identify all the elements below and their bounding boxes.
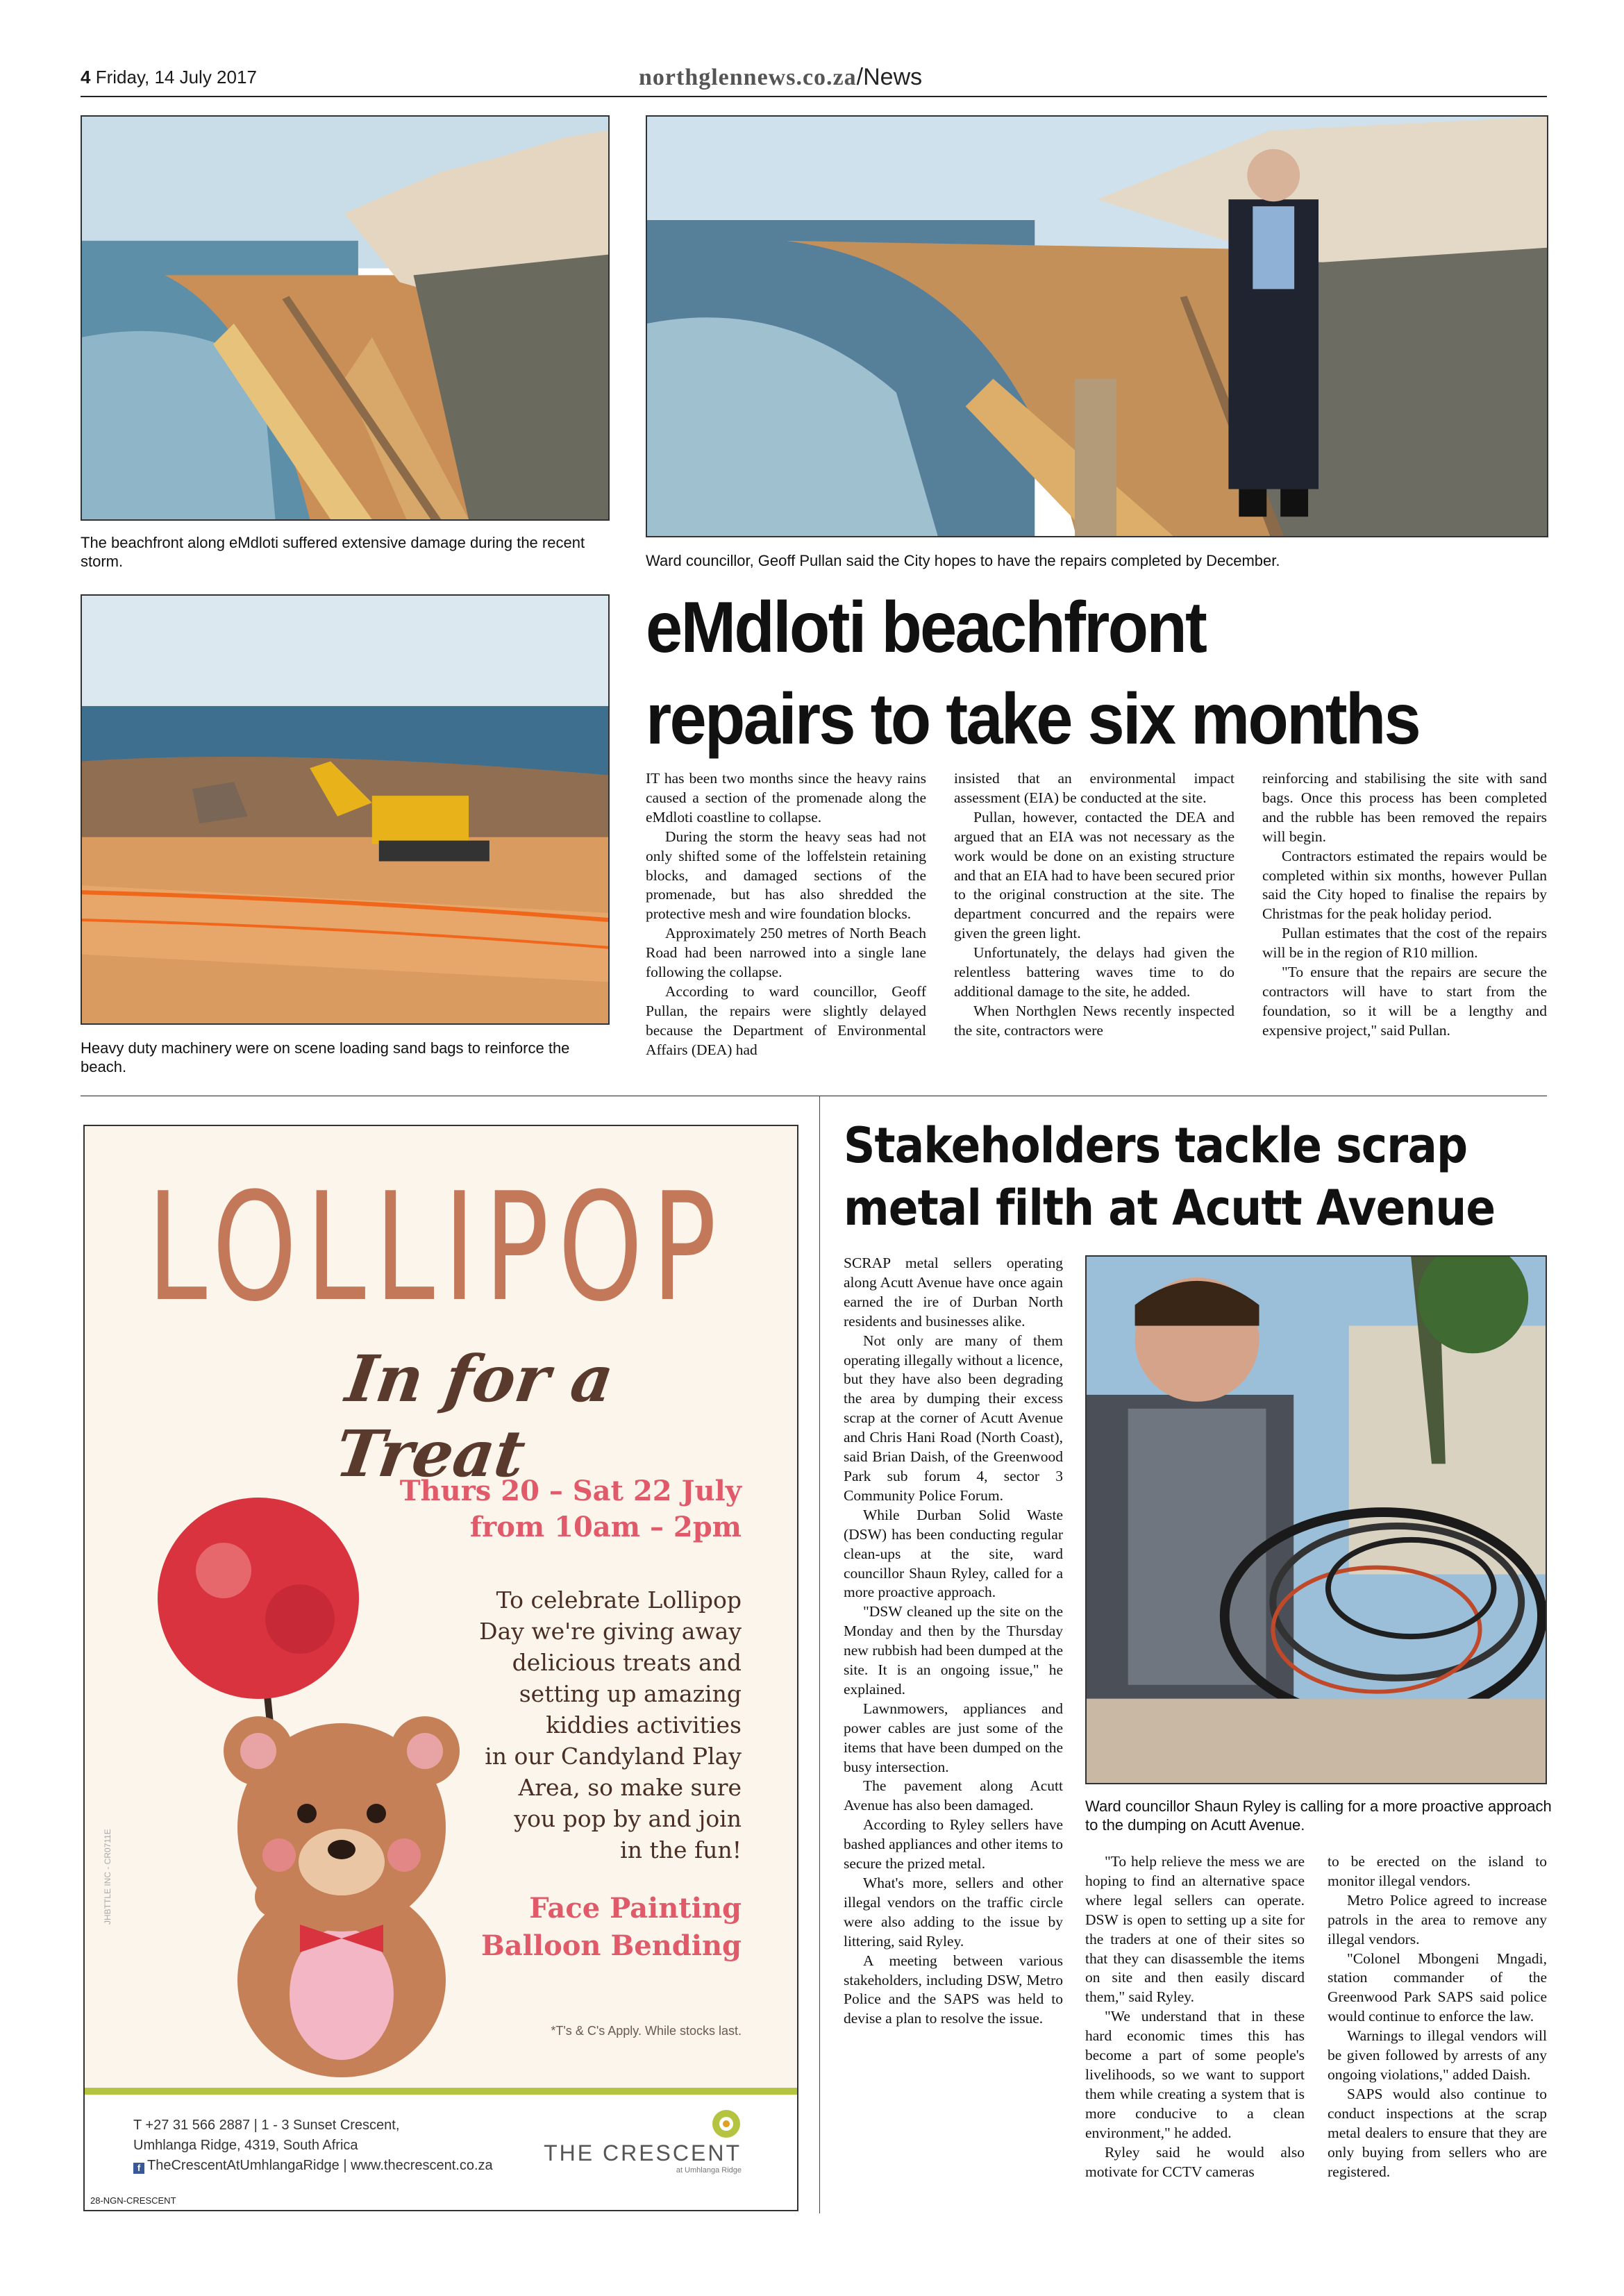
article2-paragraph: "Colonel Mbongeni Mngadi, station commander of the Greenwood Park SAPS said police would continue to enforce the law.: [1328, 1950, 1547, 2025]
ad-body-line: you pop by and join: [514, 1805, 742, 1832]
ad-side-code: JHBTTLE INC - CR0711E: [103, 1829, 112, 1925]
article1-paragraph: According to ward councillor, Geoff Pullan, the repairs were slightly delayed because the Department of Environmental Affairs (DEA) had: [646, 982, 926, 1058]
ad-dates: [400, 1473, 742, 1545]
article1-column-3: [1262, 769, 1547, 1041]
article1-headline: [646, 582, 1489, 765]
photo4-caption: Ward councillor Shaun Ryley is calling for a more proactive approach to the dumping on Acutt Avenue.: [1085, 1798, 1552, 1834]
article2-paragraph: A meeting between various stakeholders, including DSW, Metro Police and the SAPS was held to devise a plan to resolve the issue.: [844, 1952, 1063, 2027]
article1-paragraph: "To ensure that the repairs are secure the contractors will have to start from the foundation, so it will be a lengthy and expensive project," said Pullan.: [1262, 964, 1547, 1039]
article2-headline-line2: metal filth at Acutt Avenue: [844, 1180, 1496, 1237]
article1-paragraph: Pullan, however, contacted the DEA and argued that an EIA was not necessary as the work would be done on an existing structure and that an EIA had to have been secured prior to the original construction at the site. The department concurred and the repairs were given the green light.: [954, 808, 1234, 942]
article2-paragraph: SAPS would also continue to conduct inspections at the scrap metal dealers to ensure that they are only buying from sellers who are registered.: [1328, 2085, 1547, 2180]
article1-paragraph: reinforcing and stabilising the site with sand bags. Once this process has been completed and the rubble has been removed the repairs will begin.: [1262, 770, 1547, 845]
article1-paragraph: insisted that an environmental impact assessment (EIA) be conducted at the site.: [954, 770, 1234, 806]
ad-activities: [481, 1890, 742, 1965]
article1-column-2: [954, 769, 1234, 1041]
article2-headline-line1: Stakeholders tackle scrap: [844, 1117, 1468, 1174]
article2-paragraph: "To help relieve the mess we are hoping to find an alternative space where legal sellers can operate. DSW is open to setting up a site for the traders at one of their sites so that they can disassemble the items on site and then easily discard them," said Ryley.: [1085, 1853, 1305, 2006]
section-name: /News: [856, 64, 923, 90]
ad-body-line: delicious treats and: [512, 1649, 742, 1676]
article1-paragraph: Approximately 250 metres of North Beach Road had been narrowed into a single lane following the collapse.: [646, 925, 926, 981]
article2-paragraph: "We understand that in these hard economic times this has become a part of some people's livelihoods, so we want to support them while creating a system that is more conducive to a clean environment," he added.: [1085, 2008, 1305, 2141]
site-domain: northglennews.co.za: [639, 65, 857, 90]
article1-paragraph: IT has been two months since the heavy rains caused a section of the promenade along the eMdloti coastline to collapse.: [646, 770, 926, 826]
ad-contact-line2: Umhlanga Ridge, 4319, South Africa: [133, 2138, 358, 2153]
article2-column-3: [1328, 1852, 1547, 2181]
article2-column-2: [1085, 1852, 1305, 2181]
column-rule: [819, 1096, 820, 2213]
ad-body-line: in the fun!: [620, 1836, 742, 1863]
page-date-line: [81, 67, 257, 88]
article2-headline: [844, 1114, 1543, 1239]
brand-tagline: at Umhlanga Ridge: [676, 2166, 742, 2175]
header-rule: [81, 96, 1547, 97]
article2-paragraph: "DSW cleaned up the site on the Monday and then by the Thursday new rubbish had been dumped at the site. It is an ongoing issue," he explained.: [844, 1603, 1063, 1698]
site-section-header: [639, 64, 922, 91]
ad-body-line: setting up amazing: [519, 1680, 742, 1707]
ad-contact-line3: TheCrescentAtUmhlangaRidge | www.thecrescent.co.za: [147, 2158, 493, 2173]
ad-contact-line3-wrap: [133, 2156, 493, 2176]
teddy-bear-lollipop-illustration: [133, 1494, 494, 2084]
ad-green-bar: [85, 2088, 797, 2095]
article2-paragraph: While Durban Solid Waste (DSW) has been conducting regular clean-ups at the site, ward councillor Shaun Ryley, called for a more proactive approach.: [844, 1506, 1063, 1601]
article2-paragraph: Metro Police agreed to increase patrols in the area to remove any illegal vendors.: [1328, 1891, 1547, 1947]
article1-headline-line1: eMdloti beachfront: [646, 587, 1206, 668]
ad-title: LOLLIPOP: [147, 1160, 726, 1334]
ad-body-line: in our Candyland Play: [485, 1743, 742, 1770]
article2-paragraph: SCRAP metal sellers operating along Acutt Avenue have once again earned the ire of Durban North residents and businesses alike.: [844, 1255, 1063, 1330]
article1-paragraph: Unfortunately, the delays had given the relentless battering waves time to do additional damage to the site, he added.: [954, 944, 1234, 1000]
photo-heavy-machinery: [81, 594, 610, 1025]
article2-paragraph: Lawnmowers, appliances and power cables are just some of the items that have been dumped on the busy intersection.: [844, 1700, 1063, 1775]
photo-beachfront-damage: [81, 115, 610, 521]
ad-reference: 28-NGN-CRESCENT: [90, 2195, 176, 2206]
article1-headline-line2: repairs to take six months: [646, 679, 1420, 760]
article2-paragraph: Not only are many of them operating illegally without a licence, but they have also been degrading the area by dumping their excess scrap at the corner of Acutt Avenue and Chris Hani Road (North Coast), said Brian Daish, of the Greenwood Park sub forum 4, sector 3 Community Police Forum.: [844, 1332, 1063, 1504]
article2-paragraph: What's more, sellers and other illegal vendors on the traffic circle were also adding to the issue by littering, said Ryley.: [844, 1875, 1063, 1950]
page-number: 4: [81, 67, 91, 87]
article2-paragraph: Ryley said he would also motivate for CCTV cameras: [1085, 2143, 1305, 2180]
article1-paragraph: Contractors estimated the repairs would be completed within six months, however Pullan said the City hoped to finalise the repairs by Christmas for the peak holiday period.: [1262, 847, 1547, 923]
article2-paragraph: According to Ryley sellers have bashed appliances and other items to secure the prized metal.: [844, 1816, 1063, 1872]
crescent-logo-icon: [711, 2109, 742, 2139]
beach-councillor-image: [647, 117, 1547, 536]
article2-column-1: [844, 1254, 1063, 2029]
photo-councillor-pullan: [646, 115, 1548, 537]
ad-body-line: kiddies activities: [546, 1711, 742, 1738]
ad-body: [479, 1584, 742, 1866]
article1-paragraph: Pullan estimates that the cost of the repairs will be in the region of R10 million.: [1262, 925, 1547, 962]
article2-paragraph: Warnings to illegal vendors will be given followed by arrests of any ongoing violations," added Daish.: [1328, 2027, 1547, 2083]
article2-paragraph: to be erected on the island to monitor illegal vendors.: [1328, 1853, 1547, 1889]
ad-dates-line1: Thurs 20 – Sat 22 July: [399, 1475, 742, 1507]
ad-face-painting: Face Painting: [529, 1892, 742, 1925]
article1-paragraph: When Northglen News recently inspected the site, contractors were: [954, 1002, 1234, 1039]
photo-councillor-ryley: [1085, 1255, 1547, 1784]
machinery-image: [82, 596, 608, 1023]
ad-subtitle: In for a Treat: [330, 1341, 619, 1491]
photo3-caption: Heavy duty machinery were on scene loading sand bags to reinforce the beach.: [81, 1039, 570, 1075]
ad-footer: [85, 2095, 797, 2211]
photo1-caption: The beachfront along eMdloti suffered extensive damage during the recent storm.: [81, 534, 585, 570]
brand-name: THE CRESCENT: [544, 2140, 742, 2165]
scrap-metal-image: [1087, 1257, 1546, 1783]
ad-body-line: Day we're giving away: [479, 1618, 742, 1645]
article1-column-1: [646, 769, 926, 1060]
issue-date: Friday, 14 July 2017: [95, 67, 257, 87]
ad-contact: [133, 2115, 493, 2176]
ad-body-line: To celebrate Lollipop: [496, 1586, 742, 1614]
ad-terms: *T's & C's Apply. While stocks last.: [551, 2024, 742, 2038]
ad-balloon-bending: Balloon Bending: [480, 1929, 742, 1962]
article2-paragraph: The pavement along Acutt Avenue has also been damaged.: [844, 1777, 1063, 1814]
ad-dates-line2: from 10am – 2pm: [469, 1511, 742, 1543]
photo2-caption: Ward councillor, Geoff Pullan said the City hopes to have the repairs completed by December.: [646, 552, 1280, 569]
article1-paragraph: During the storm the heavy seas had not only shifted some of the loffelstein retaining blocks, and damaged sections of the promenade, but has also shredded the protective mesh and wire foundation blocks.: [646, 828, 926, 923]
facebook-icon: f: [133, 2163, 144, 2174]
beach-image: [82, 117, 608, 519]
crescent-logo: [544, 2109, 742, 2175]
lollipop-advert: [83, 1125, 798, 2211]
ad-contact-line1: T +27 31 566 2887 | 1 - 3 Sunset Crescent,: [133, 2118, 400, 2133]
ad-body-line: Area, so make sure: [518, 1774, 742, 1801]
